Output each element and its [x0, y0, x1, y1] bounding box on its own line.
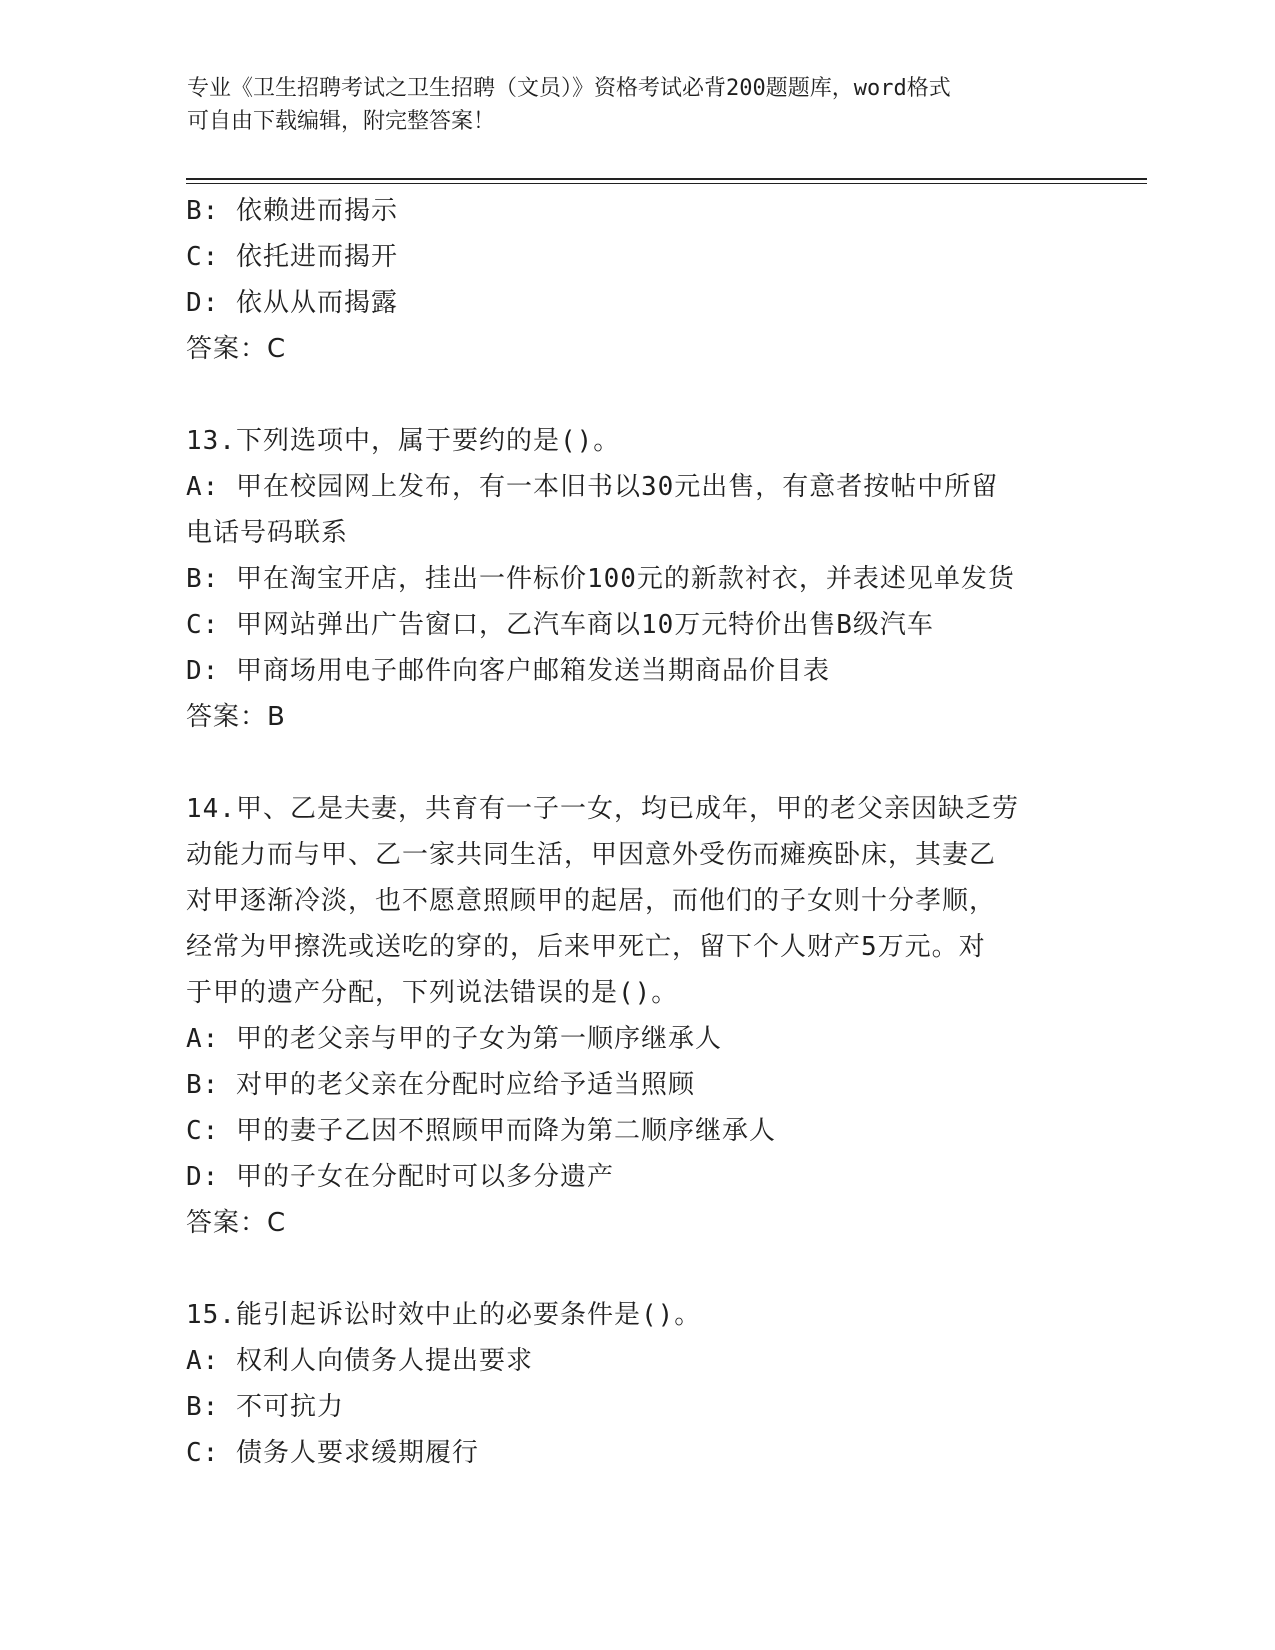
prev-option-d: D: 依从从而揭露: [186, 288, 398, 318]
prev-option-b: B: 依赖进而揭示: [186, 196, 398, 226]
q14-stem-line-3: 对甲逐渐冷淡，也不愿意照顾甲的起居，而他们的子女则十分孝顺，: [186, 886, 997, 916]
q14-stem-line-5: 于甲的遗产分配，下列说法错误的是()。: [186, 978, 679, 1008]
header-line-2: 可自由下载编辑，附完整答案！: [187, 109, 496, 134]
q13-option-c: C: 甲网站弹出广告窗口，乙汽车商以10万元特价出售B级汽车: [186, 610, 934, 640]
question-content: [186, 188, 1086, 1476]
q13-option-a: A: 甲在校园网上发布，有一本旧书以30元出售，有意者按帖中所留: [186, 472, 999, 502]
q15-option-c: C: 债务人要求缓期履行: [186, 1438, 479, 1468]
prev-answer: 答案：C: [186, 334, 287, 364]
q13-option-d: D: 甲商场用电子邮件向客户邮箱发送当期商品价目表: [186, 656, 830, 686]
header-divider-thick: [186, 178, 1147, 180]
q14-option-c: C: 甲的妻子乙因不照顾甲而降为第二顺序继承人: [186, 1116, 776, 1146]
q14-stem-line-4: 经常为甲擦洗或送吃的穿的，后来甲死亡，留下个人财产5万元。对: [186, 932, 986, 962]
document-header: [187, 72, 1067, 138]
q13-option-a-cont: 电话号码联系: [186, 518, 349, 548]
q14-stem-line-2: 动能力而与甲、乙一家共同生活，甲因意外受伤而瘫痪卧床，其妻乙: [186, 840, 997, 870]
q14-answer: 答案：C: [186, 1208, 287, 1238]
q13-answer: 答案：B: [186, 702, 286, 732]
header-divider-thin: [186, 183, 1147, 184]
q13-option-b: B: 甲在淘宝开店，挂出一件标价100元的新款衬衣，并表述见单发货: [186, 564, 1015, 594]
q14-option-a: A: 甲的老父亲与甲的子女为第一顺序继承人: [186, 1024, 722, 1054]
q13-stem: 13.下列选项中，属于要约的是()。: [186, 426, 621, 456]
q15-option-b: B: 不可抗力: [186, 1392, 344, 1422]
prev-option-c: C: 依托进而揭开: [186, 242, 398, 272]
q14-option-b: B: 对甲的老父亲在分配时应给予适当照顾: [186, 1070, 695, 1100]
q15-stem: 15.能引起诉讼时效中止的必要条件是()。: [186, 1300, 702, 1330]
header-line-1: 专业《卫生招聘考试之卫生招聘（文员）》资格考试必背200题题库，word格式: [187, 76, 951, 101]
q14-option-d: D: 甲的子女在分配时可以多分遗产: [186, 1162, 614, 1192]
q15-option-a: A: 权利人向债务人提出要求: [186, 1346, 533, 1376]
q14-stem-line-1: 14.甲、乙是夫妻，共育有一子一女，均已成年，甲的老父亲因缺乏劳: [186, 794, 1019, 824]
